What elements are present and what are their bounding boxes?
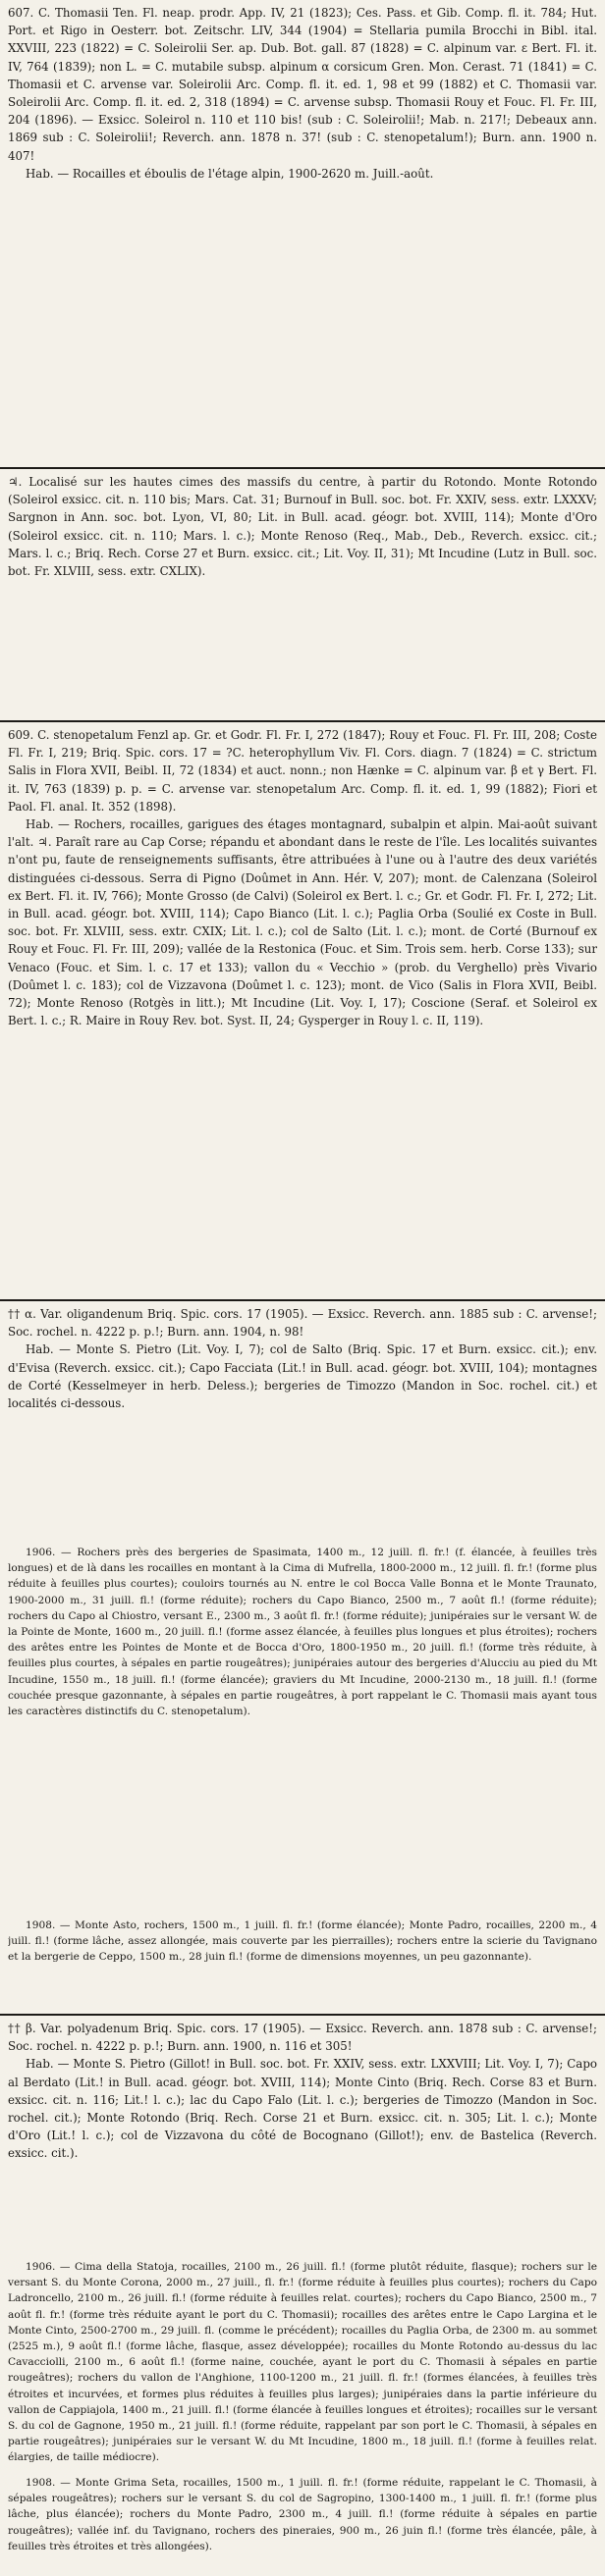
paragraph: 1908. — Monte Asto, rochers, 1500 m., 1 juill. fl. fr.! (forme élancée); Monte Padro, rocailles, 2200 m., 4 juill. fl.! (forme lâche, assez allongée, mais couverte par les pierrailles); rochers entre la scierie du Tavignano et la bergerie de Ceppo, 1500 m., 28 juin fl.! (forme de dimensions moyennes, un peu gazonnante). [8, 1919, 597, 1964]
paragraph: 1906. — Cima della Statoja, rocailles, 2100 m., 26 juill. fl.! (forme plutôt réduite, flasque); rochers sur le versant S. du Monte Corona, 2000 m., 27 juill., fl. fr.! (forme réduite à feuilles plus courtes); rochers du Capo Ladroncello, 2100 m., 26 juill. fl.! (forme réduite à feuilles relat. courtes); rochers du Capo Bianco, 2500 m., 7 août fl. fr.! (forme très réduite ayant le port du C. Thomasii); rocailles des arêtes entre le Capo Largina et le Monte Cinto, 2500-2700 m., 29 juill. fl. (comme le précédent); rocailles du Paglia Orba, de 2300 m. au sommet (2525 m.), 9 août fl.! (forme lâche, flasque, assez développée); rocailles du Monte Rotondo au-dessus du lac Cavacciolli, 2100 m., 6 août fl.! (forme naine, couchée, ayant le port du C. Thomasii à sépales en partie rougeâtres); rochers du vallon de l'Anghione, 1100-1200 m., 21 juill. fl. fr.! (formes élancées, à feuilles très étroites et incurvées, et formes plus réduites à feuilles plus larges); junipéraies dans la partie inférieure du vallon de Cappiajola, 1400 m., 21 juill. fl.! (forme élancée à feuilles longues et étroites); rocailles sur le versant S. du col de Gagnone, 1950 m., 21 juill. fl.! (forme réduite, rappelant par son port le C. Thomasii, à sépales en partie rougeâtres); junipéraies sur le versant W. du Mt Incudine, 1800 m., 18 juill. fl.! (forme à feuilles relat. élargies, de taille médiocre). [8, 2261, 597, 2464]
paragraph: †† α. Var. oligandenum Briq. Spic. cors. 17 (1905). — Exsicc. Reverch. ann. 1885 sub : C. arvense!; Soc. rochel. n. 4222 p. p.!; Burn. ann. 1904, n. 98! [8, 1307, 597, 1340]
entry-stenopetalum [8, 726, 597, 1029]
paragraph: 607. C. Thomasii Ten. Fl. neap. prodr. App. IV, 21 (1823); Ces. Pass. et Gib. Comp. fl. it. 784; Hut. Port. et Rigo in Oesterr. bot. Zeitschr. LIV, 344 (1904) = Stellaria pumila Brocchi in Bibl. ital. XXVIII, 223 (1822) = C. Soleirolii Ser. ap. Dub. Bot. gall. 87 (1828) = C. alpinum var. ε Bert. Fl. it. IV, 764 (1839); non L. = C. mutabile subsp. alpinum α corsicum Gren. Mon. Cerast. 71 (1841) = C. Thomasii et C. arvense var. Soleirolii Arc. Comp. fl. it. ed. 1, 98 et 99 (1882) et C. Thomasii var. Soleirolii Arc. Comp. fl. it. ed. 2, 318 (1894) = C. arvense subsp. Thomasii Rouy et Fouc. Fl. Fr. III, 204 (1896). — Exsicc. Soleirol n. 110 et 110 bis! (sub : C. Soleirolii!; Mab. n. 217!; Debeaux ann. 1869 sub : C. Soleirolii!; Reverch. ann. 1878 n. 37! (sub : C. stenopetalum!); Burn. ann. 1900 n. 407! [8, 6, 597, 163]
paragraph: Hab. — Monte S. Pietro (Lit. Voy. I, 7); col de Salto (Briq. Spic. 17 et Burn. exsicc. cit.); env. d'Evisa (Reverch. exsicc. cit.); Capo Facciata (Lit.! in Bull. acad. géogr. bot. XVIII, 104); montagnes de Corté (Kesselmeyer in herb. Deless.); bergeries de Timozzo (Mandon in Soc. rochel. cit.) et localités ci-dessous. [8, 1342, 597, 1411]
entry-thomasii [8, 4, 597, 183]
observations-1906-b [8, 2259, 597, 2466]
entry-var-polyadenum [8, 2020, 597, 2163]
entry-var-oligandenum [8, 1305, 597, 1412]
observations-1908-b [8, 2475, 597, 2554]
section-divider [0, 1299, 605, 1301]
paragraph: ♃. Localisé sur les hautes cimes des massifs du centre, à partir du Rotondo. Monte Rotondo (Soleirol exsicc. cit. n. 110 bis; Mars. Cat. 31; Burnouf in Bull. soc. bot. Fr. XXIV, sess. extr. LXXXV; Sargnon in Ann. soc. bot. Lyon, VI, 80; Lit. in Bull. acad. géogr. bot. XVIII, 114); Monte d'Oro (Soleirol exsicc. cit. n. 110; Mars. l. c.); Monte Renoso (Req., Mab., Deb., Reverch. exsicc. cit.; Mars. l. c.; Briq. Rech. Corse 27 et Burn. exsicc. cit.; Lit. Voy. II, 31); Mt Incudine (Lutz in Bull. soc. bot. Fr. XLVIII, sess. extr. CXLIX). [8, 475, 597, 579]
observations-1908-a [8, 1918, 597, 1966]
section-divider [0, 720, 605, 722]
paragraph: †† β. Var. polyadenum Briq. Spic. cors. 17 (1905). — Exsicc. Reverch. ann. 1878 sub : C. arvense!; Soc. rochel. n. 4222 p. p.!; Burn. ann. 1900, n. 116 et 305! [8, 2022, 597, 2054]
paragraph: Hab. — Monte S. Pietro (Gillot! in Bull. soc. bot. Fr. XXIV, sess. extr. LXXVIII; Lit. Voy. I, 7); Capo al Berdato (Lit.! in Bull. acad. géogr. bot. XVIII, 114); Monte Cinto (Briq. Rech. Corse 83 et Burn. exsicc. cit. n. 116; Lit.! l. c.); lac du Capo Falo (Lit. l. c.); bergeries de Timozzo (Mandon in Soc. rochel. cit.); Monte Rotondo (Briq. Rech. Corse 21 et Burn. exsicc. cit. n. 305; Lit. l. c.); Monte d'Oro (Lit.! l. c.); col de Vizzavona du côté de Bocognano (Gillot!); env. de Bastelica (Reverch. exsicc. cit.). [8, 2057, 597, 2161]
paragraph: Hab. — Rochers, rocailles, garigues des étages montagnard, subalpin et alpin. Mai-août suivant l'alt. ♃. Paraît rare au Cap Corse; répandu et abondant dans le reste de l'île. Les localités suivantes n'ont pu, faute de renseignements suffisants, être attribuées à l'une ou à l'autre des deux variétés distinguées ci-dessous. Serra di Pigno (Doûmet in Ann. Hér. V, 207); mont. de Calenzana (Soleirol ex Bert. Fl. it. IV, 766); Monte Grosso (de Calvi) (Soleirol ex Bert. l. c.; Gr. et Godr. Fl. Fr. I, 272; Lit. in Bull. acad. géogr. bot. XVIII, 114); Capo Bianco (Lit. l. c.); Paglia Orba (Soulié ex Coste in Bull. soc. bot. Fr. XLVIII, sess. extr. CXIX; Lit. l. c.); col de Salto (Lit. l. c.); mont. de Corté (Burnouf ex Rouy et Fouc. Fl. Fr. III, 209); vallée de la Restonica (Fouc. et Sim. Trois sem. herb. Corse 133); sur Venaco (Fouc. et Sim. l. c. 17 et 133); vallon du « Vecchio » (prob. du Verghello) près Vivario (Doûmet l. c. 183); col de Vizzavona (Doûmet l. c. 123); mont. de Vico (Salis in Flora XVII, Beibl. 72); Monte Renoso (Rotgès in litt.); Mt Incudine (Lit. Voy. I, 17); Coscione (Seraf. et Soleirol ex Bert. l. c.; R. Maire in Rouy Rev. bot. Syst. II, 24; Gysperger in Rouy l. c. II, 119). [8, 817, 597, 1028]
observations-1906-a [8, 1545, 597, 1719]
section-divider [0, 467, 605, 469]
paragraph: 609. C. stenopetalum Fenzl ap. Gr. et Godr. Fl. Fr. I, 272 (1847); Rouy et Fouc. Fl. Fr. III, 208; Coste Fl. Fr. I, 219; Briq. Spic. cors. 17 = ?C. heterophyllum Viv. Fl. Cors. diagn. 7 (1824) = C. strictum Salis in Flora XVII, Beibl. II, 72 (1834) et auct. nonn.; non Hænke = C. alpinum var. β et γ Bert. Fl. it. IV, 763 (1839) p. p. = C. arvense var. stenopetalum Arc. Comp. fl. it. ed. 1, 99 (1882); Fiori et Paol. Fl. anal. It. 352 (1898). [8, 728, 597, 814]
paragraph: 1908. — Monte Grima Seta, rocailles, 1500 m., 1 juill. fl. fr.! (forme réduite, rappelant le C. Thomasii, à sépales rougeâtres); rochers sur le versant S. du col de Sagropino, 1300-1400 m., 1 juill. fl. fr.! (forme plus lâche, plus élancée); rochers du Monte Padro, 2300 m., 4 juill. fl.! (forme réduite à sépales en partie rougeâtres); vallée inf. du Tavignano, rochers des pineraies, 900 m., 26 juin fl.! (forme très élancée, pâle, à feuilles très étroites et très allongées). [8, 2477, 597, 2552]
section-divider [0, 2014, 605, 2016]
paragraph: 1906. — Rochers près des bergeries de Spasimata, 1400 m., 12 juill. fl. fr.! (f. élancée, à feuilles très longues) et de là dans les rocailles en montant à la Cima di Mufrella, 1800-2000 m., 12 juill. fl. fr.! (forme plus réduite à feuilles plus courtes); couloirs tournés au N. entre le col Bocca Valle Bonna et le Monte Traunato, 1900-2000 m., 31 juill. fl.! (forme réduite); rochers du Capo Bianco, 2500 m., 7 août fl.! (forme réduite); rochers du Capo al Chiostro, versant E., 2300 m., 3 août fl. fr.! (forme réduite); junipéraies sur le versant W. de la Pointe de Monte, 1600 m., 20 juill. fl.! (forme assez élancée, à feuilles plus longues et plus étroites); rochers des arêtes entre les Pointes de Monte et de Bocca d'Oro, 1800-1950 m., 20 juill. fl.! (forme très réduite, à feuilles plus courtes, à sépales en partie rougeâtres); junipéraies autour des bergeries d'Alucciu au pied du Mt Incudine, 1550 m., 18 juill. fl.! (forme élancée); graviers du Mt Incudine, 2000-2130 m., 18 juill. fl.! (forme couchée presque gazonnante, à sépales en partie rougeâtres, à port rappelant le C. Thomasii mais ayant tous les caractères distinctifs du C. stenopetalum). [8, 1547, 597, 1718]
entry-localise [8, 473, 597, 580]
paragraph: Hab. — Rocailles et éboulis de l'étage alpin, 1900-2620 m. Juill.-août. [26, 166, 434, 181]
